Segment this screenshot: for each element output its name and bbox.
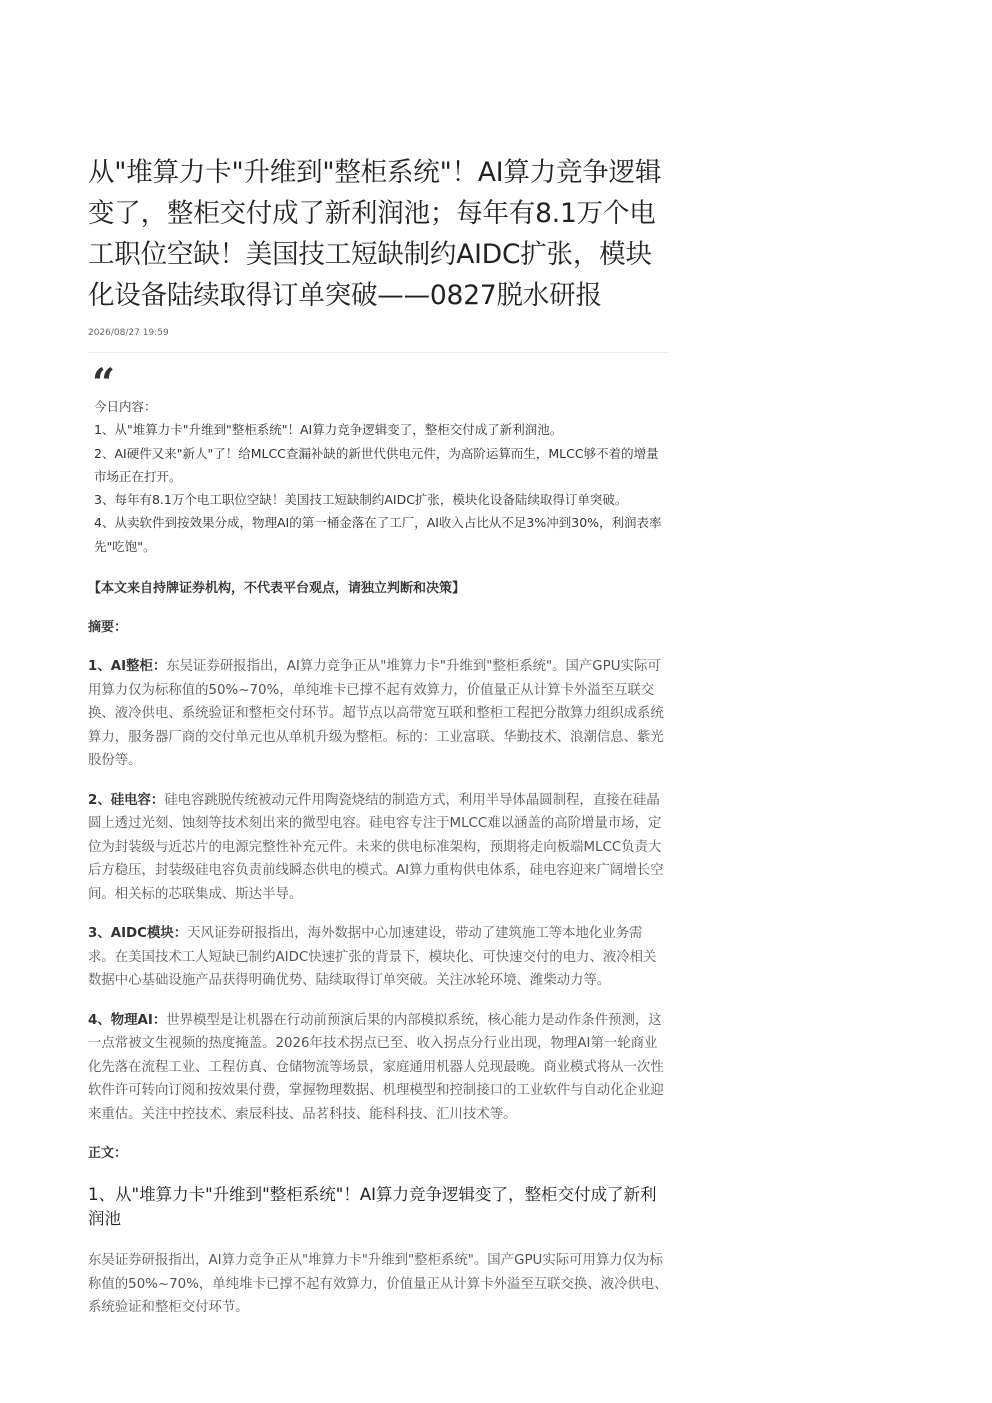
- summary-item: 2、AI硬件又来"新人"了！给MLCC查漏补缺的新世代供电元件，为高阶运算而生，MLCC够不着的增量市场正在打开。: [94, 445, 659, 484]
- disclaimer: 【本文来自持牌证券机构，不代表平台观点，请独立判断和决策】: [88, 581, 466, 597]
- abstract-paragraph: [88, 655, 668, 773]
- body-paragraph: 东吴证券研报指出，AI算力竞争正从"堆算力卡"升维到"整柜系统"。国产GPU实际可用算力仅为标称值的50%~70%，单纯堆卡已撑不起有效算力，价值量正从计算卡外溢至互联交换、液冷供电、系统验证和整柜交付环节。: [88, 1253, 668, 1316]
- article-title: 从"堆算力卡"升维到"整柜系统"！AI算力竞争逻辑变了，整柜交付成了新利润池；每年有8.1万个电工职位空缺！美国技工短缺制约AIDC扩张，模块化设备陆续取得订单突破——0827脱水研报: [88, 157, 662, 311]
- abstract-paragraph: [88, 789, 668, 907]
- abstract-text: 天风证券研报指出，海外数据中心加速建设，带动了建筑施工等本地化业务需求。在美国技术工人短缺已制约AIDC快速扩张的背景下，模块化、可快速交付的电力、液冷相关数据中心基础设施产品获得明确优势、陆续取得订单突破。关注冰轮环境、潍柴动力等。: [88, 926, 657, 989]
- quote-icon: “: [92, 360, 112, 407]
- abstract-text: 硅电容跳脱传统被动元件用陶瓷烧结的制造方式，利用半导体晶圆制程，直接在硅晶圆上透过光刻、蚀刻等技术刻出来的微型电容。硅电容专注于MLCC难以涵盖的高阶增量市场，定位为封装级与近芯片的电源完整性补充元件。未来的供电标准架构，预期将走向板端MLCC负责大后方稳压，封装级硅电容负责前线瞬态供电的模式。AI算力重构供电体系，硅电容迎来广阔增长空间。相关标的芯联集成、斯达半导。: [88, 792, 664, 902]
- summary-item: 3、每年有8.1万个电工职位空缺！美国技工短缺制约AIDC扩张，模块化设备陆续取得订单突破。: [94, 492, 628, 508]
- publish-date: 2026/08/27 19:59: [88, 328, 169, 338]
- abstract-text: 世界模型是让机器在行动前预演后果的内部模拟系统，核心能力是动作条件预测，这一点常被文生视频的热度掩盖。2026年技术拐点已至、收入拐点分行业出现，物理AI第一轮商业化先落在流程工业、工程仿真、仓储物流等场景，家庭通用机器人兑现最晚。商业模式将从一次性软件许可转向订阅和按效果付费，掌握物理数据、机理模型和控制接口的工业软件与自动化企业迎来重估。关注中控技术、索辰科技、品茗科技、能科科技、汇川技术等。: [88, 1012, 664, 1122]
- article: [88, 152, 668, 1333]
- abstract-label: 摘要：: [88, 620, 128, 636]
- summary-block: [88, 395, 668, 558]
- body-label: 正文：: [88, 1146, 128, 1162]
- summary-item: 1、从"堆算力卡"升维到"整柜系统"！AI算力竞争逻辑变了，整柜交付成了新利润池。: [94, 422, 563, 438]
- abstract-heading: 4、物理AI：: [88, 1012, 167, 1028]
- abstract-paragraph: [88, 922, 668, 993]
- abstract-heading: 1、AI整柜：: [88, 659, 167, 675]
- abstract-text: 东吴证券研报指出，AI算力竞争正从"堆算力卡"升维到"整柜系统"。国产GPU实际可用算力仅为标称值的50%~70%，单纯堆卡已撑不起有效算力，价值量正从计算卡外溢至互联交换、液冷供电、系统验证和整柜交付环节。超节点以高带宽互联和整柜工程把分散算力组织成系统算力，服务器厂商的交付单元也从单机升级为整柜。标的：工业富联、华勤技术、浪潮信息、紫光股份等。: [88, 659, 664, 769]
- section-title: 1、从"堆算力卡"升维到"整柜系统"！AI算力竞争逻辑变了，整柜交付成了新利润池: [88, 1185, 657, 1228]
- summary-item: 4、从卖软件到按效果分成，物理AI的第一桶金落在了工厂，AI收入占比从不足3%冲到30%，利润表率先"吃饱"。: [94, 515, 662, 554]
- abstract-heading: 2、硅电容：: [88, 792, 165, 808]
- summary-intro: 今日内容：: [94, 399, 157, 414]
- divider: [88, 352, 668, 353]
- abstract-heading: 3、AIDC模块：: [88, 926, 188, 942]
- abstract-paragraph: [88, 1009, 668, 1127]
